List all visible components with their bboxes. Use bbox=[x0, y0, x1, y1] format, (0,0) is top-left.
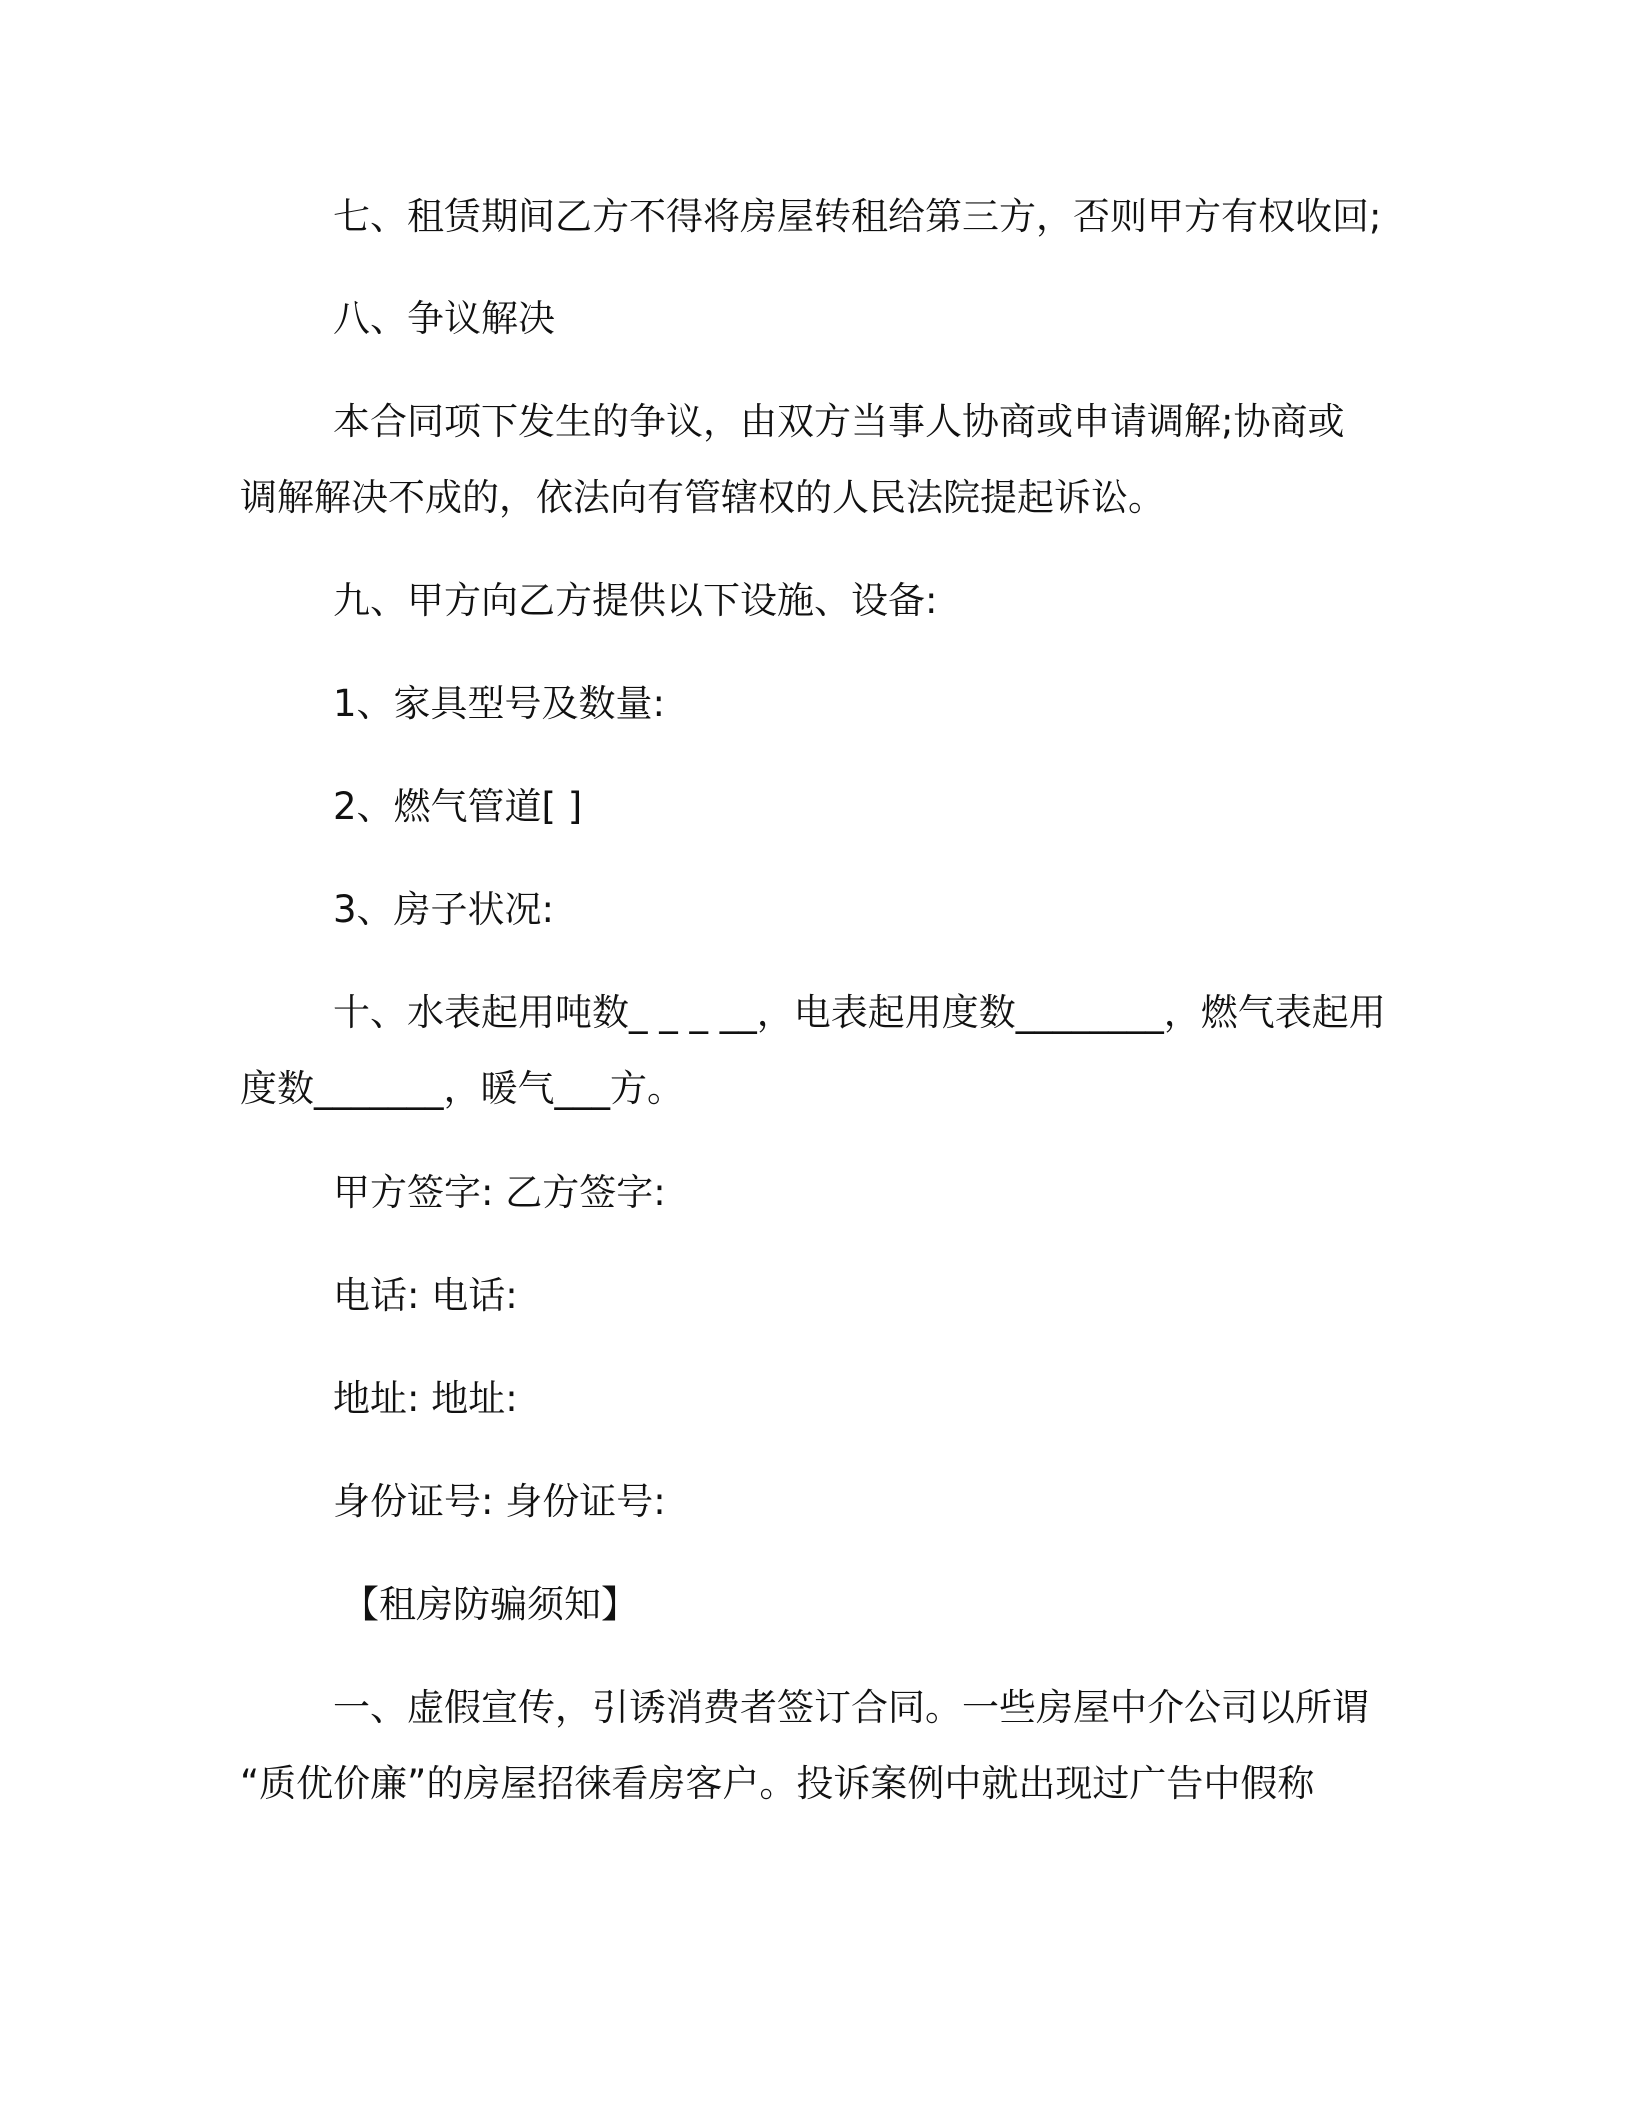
id-number-line: 身份证号: 身份证号: bbox=[333, 1480, 666, 1523]
anti-fraud-heading: 【租房防骗须知】 bbox=[342, 1583, 638, 1626]
dispute-paragraph-line-1: 本合同项下发生的争议，由双方当事人协商或申请调解;协商或 bbox=[333, 400, 1345, 443]
facility-item-house-condition: 3、房子状况: bbox=[333, 888, 555, 931]
anti-fraud-paragraph-line-1: 一、虚假宣传，引诱消费者签订合同。一些房屋中介公司以所谓 bbox=[333, 1686, 1369, 1729]
clause-9-heading: 九、甲方向乙方提供以下设施、设备: bbox=[333, 579, 938, 622]
signature-line: 甲方签字: 乙方签字: bbox=[333, 1171, 666, 1214]
facility-item-furniture: 1、家具型号及数量: bbox=[333, 682, 666, 725]
facility-item-gas-pipe: 2、燃气管道[ ] bbox=[333, 785, 583, 828]
anti-fraud-paragraph-line-2: “质优价廉”的房屋招徕看房客户。投诉案例中就出现过广告中假称 bbox=[240, 1762, 1315, 1805]
clause-7-text: 七、租赁期间乙方不得将房屋转租给第三方，否则甲方有权收回; bbox=[333, 195, 1382, 238]
clause-10-line-2: 度数_______，暖气___方。 bbox=[240, 1067, 684, 1110]
dispute-paragraph-line-2: 调解解决不成的，依法向有管辖权的人民法院提起诉讼。 bbox=[240, 476, 1165, 519]
address-line: 地址: 地址: bbox=[333, 1377, 518, 1420]
clause-8-heading: 八、争议解决 bbox=[333, 297, 555, 340]
clause-10-line-1: 十、水表起用吨数_ _ _ __，电表起用度数________，燃气表起用 bbox=[333, 991, 1386, 1034]
phone-line: 电话: 电话: bbox=[333, 1274, 518, 1317]
